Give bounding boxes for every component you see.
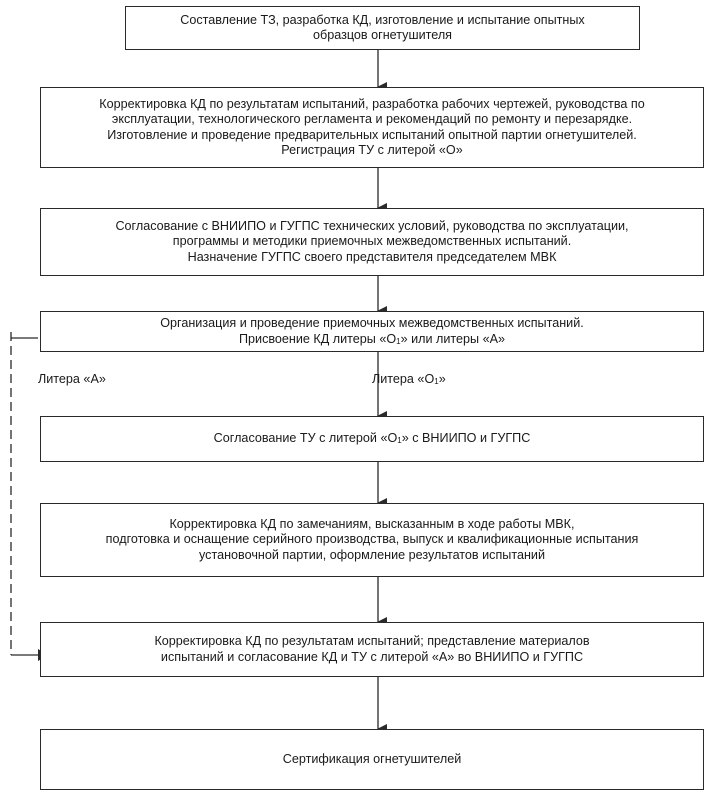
step-6-line-1: Корректировка КД по замечаниям, высказанным в ходе работы МВК, [169, 516, 575, 531]
branch-label-litera-o1-sub: 1 [434, 377, 439, 386]
litera-a-bypass [11, 332, 38, 655]
step-6-line-3: установочной партии, оформление результатов испытаний [199, 547, 545, 562]
branch-label-litera-o1-post: » [438, 372, 446, 386]
branch-label-litera-a: Литера «А» [38, 372, 106, 386]
step-6-line-2: подготовка и оснащение серийного производства, выпуск и квалификационные испытания [105, 532, 639, 547]
step-4-line-2 [239, 332, 505, 348]
step-2-box [40, 87, 704, 168]
step-3-line-3: Назначение ГУГПС своего представителя председателем МВК [187, 249, 557, 264]
step-5-box [40, 416, 704, 462]
step-4-line-2-sub: 1 [396, 336, 401, 346]
step-1-line-2: образцов огнетушителя [313, 28, 452, 42]
step-5-line-1-sub: 1 [397, 436, 402, 446]
step-8-line-1: Сертификация огнетушителей [282, 751, 462, 766]
step-5-line-1 [214, 431, 531, 447]
step-2-line-3: Изготовление и проведение предварительных испытаний опытной партии огнетушителей. [107, 127, 637, 142]
step-4-box [40, 311, 704, 352]
step-4-line-1: Организация и проведение приемочных межведомственных испытаний. [160, 316, 584, 330]
step-1-box [125, 6, 640, 50]
step-7-box [40, 622, 704, 677]
step-6-box [40, 503, 704, 577]
step-2-line-4: Регистрация ТУ с литерой «О» [281, 143, 463, 157]
step-5-line-1-post: » с ВНИИПО и ГУГПС [401, 431, 531, 446]
step-8-box [40, 729, 704, 790]
step-4-line-2-pre: Присвоение КД литеры «О [238, 331, 397, 346]
step-5-line-1-pre: Согласование ТУ с литерой «О [213, 431, 398, 446]
step-7-line-1: Корректировка КД по результатам испытаний; представление материалов [154, 634, 590, 648]
step-2-line-1: Корректировка КД по результатам испытаний, разработка рабочих чертежей, руководства по [99, 96, 645, 111]
step-4-line-2-post: » или литеры «А» [400, 331, 506, 346]
step-3-line-1: Согласование с ВНИИПО и ГУГПС технических условий, руководства по эксплуатации, [115, 218, 629, 233]
step-3-box [40, 208, 704, 276]
branch-label-litera-o1 [372, 372, 446, 386]
step-1-line-1: Составление ТЗ, разработка КД, изготовление и испытание опытных [180, 12, 585, 27]
step-2-line-2: эксплуатации, технологического регламента и рекомендаций по ремонту и перезарядке. [111, 112, 633, 126]
step-7-line-2: испытаний и согласование КД и ТУ с литерой «А» во ВНИИПО и ГУГПС [160, 649, 584, 664]
step-3-line-2: программы и методики приемочных межведомственных испытаний. [172, 234, 572, 249]
branch-label-litera-o1-pre: Литера «О [372, 372, 435, 386]
